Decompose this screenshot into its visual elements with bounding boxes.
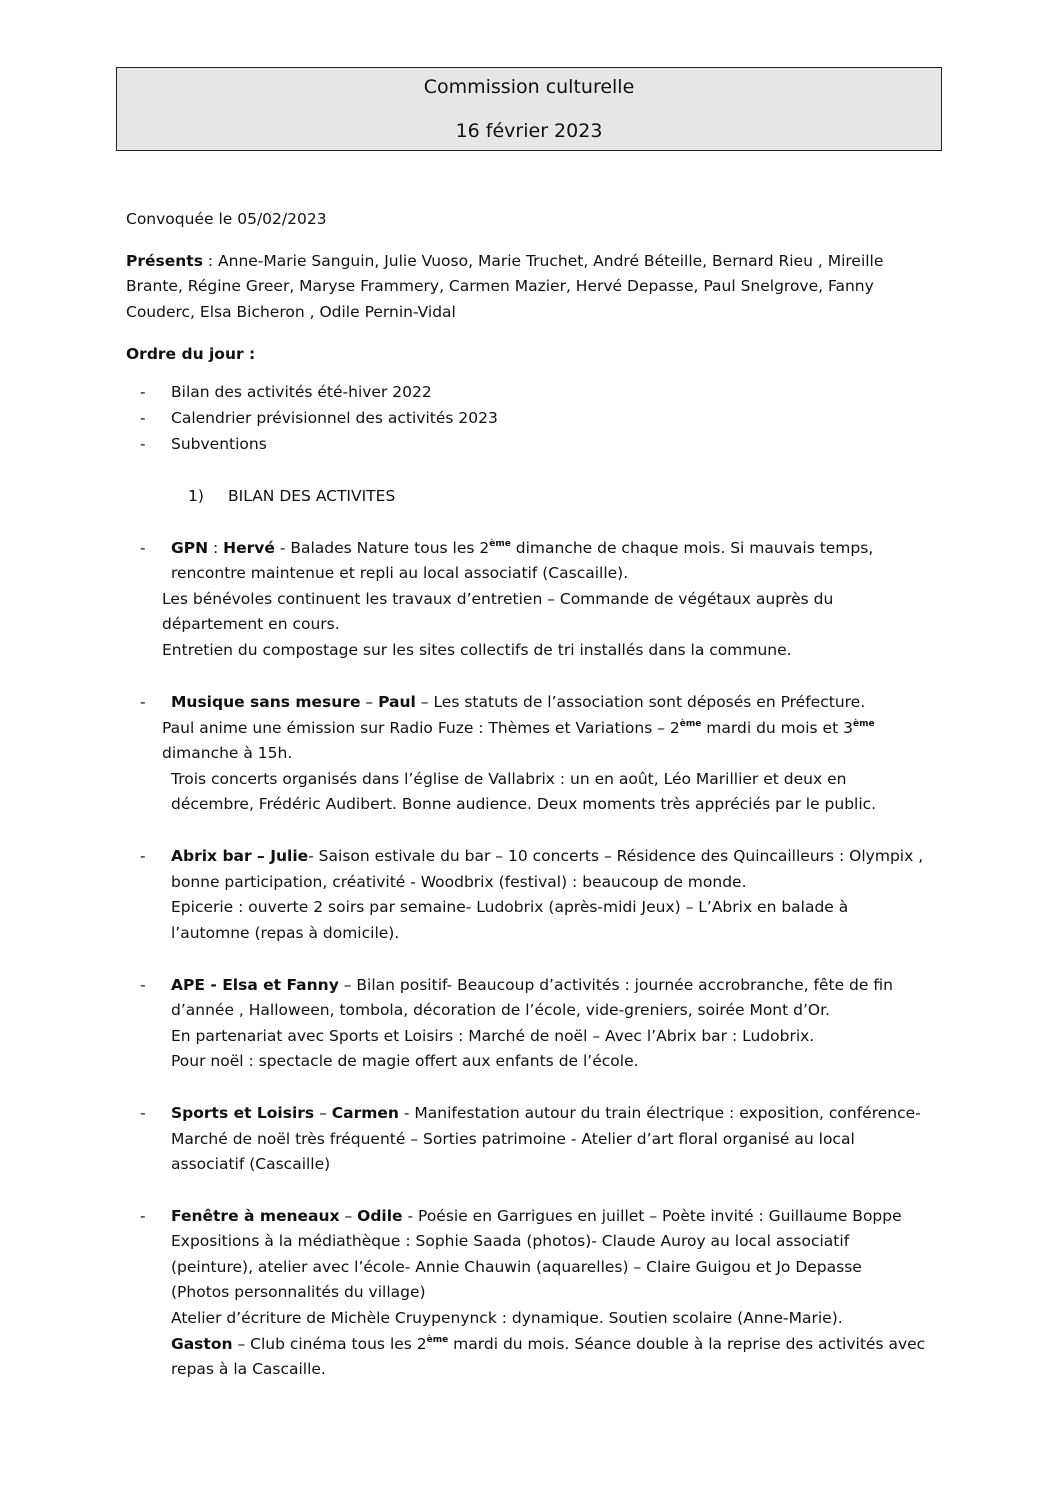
activity-bullet: - <box>140 847 146 865</box>
agenda-heading: Ordre du jour : <box>126 345 256 363</box>
abrix-name: Abrix bar <box>171 847 252 865</box>
activity-bullet: - <box>140 1104 146 1122</box>
gpn-line-1 <box>171 538 873 558</box>
agenda-item: Calendrier prévisionnel des activités 2023 <box>171 409 498 427</box>
sports-person: Carmen <box>331 1104 399 1122</box>
musique-text: mardi du mois et 3 <box>701 719 853 737</box>
abrix-line-1 <box>171 846 923 866</box>
musique-text: – Les statuts de l’association sont déposés en Préfecture. <box>415 693 866 711</box>
fenetre-person: Odile <box>357 1207 403 1225</box>
gpn-line-5: Entretien du compostage sur les sites collectifs de tri installés dans la commune. <box>162 641 792 659</box>
fenetre-line-7: repas à la Cascaille. <box>171 1360 326 1378</box>
activity-bullet: - <box>140 1207 146 1225</box>
presents-line-3: Couderc, Elsa Bicheron , Odile Pernin-Vidal <box>126 303 456 321</box>
document-header <box>116 67 942 151</box>
fenetre-text: - Poésie en Garrigues en juillet – Poète invité : Guillaume Boppe <box>402 1207 902 1225</box>
gpn-text: dimanche de chaque mois. Si mauvais temps, <box>510 539 874 557</box>
ape-name: APE <box>171 976 205 994</box>
superscript: ème <box>426 1335 449 1345</box>
ape-person: Elsa et Fanny <box>222 976 339 994</box>
fenetre-name: Fenêtre à meneaux <box>171 1207 340 1225</box>
abrix-text: - Saison estivale du bar – 10 concerts – Résidence des Quincailleurs : Olympix , <box>308 847 924 865</box>
section-title: BILAN DES ACTIVITES <box>228 487 396 505</box>
gpn-line-4: département en cours. <box>162 615 340 633</box>
agenda-bullet: - <box>140 383 146 401</box>
fenetre-line-1 <box>171 1206 902 1226</box>
separator: – <box>339 1207 358 1225</box>
separator: : <box>208 539 224 557</box>
superscript: ème <box>852 719 875 729</box>
fenetre-line-3: (peinture), atelier avec l’école- Annie Chauwin (aquarelles) – Claire Guigou et Jo Depasse <box>171 1258 862 1276</box>
gaston-name: Gaston <box>171 1335 233 1353</box>
presents-label: Présents <box>126 252 203 270</box>
sports-text: - Manifestation autour du train électrique : exposition, conférence- <box>398 1104 921 1122</box>
gpn-line-3: Les bénévoles continuent les travaux d’entretien – Commande de végétaux auprès du <box>162 590 834 608</box>
convocation-line: Convoquée le 05/02/2023 <box>126 210 327 228</box>
agenda-bullet: - <box>140 409 146 427</box>
musique-line-1 <box>171 692 865 712</box>
sports-line-3: associatif (Cascaille) <box>171 1155 331 1173</box>
separator: – <box>251 847 271 865</box>
fenetre-line-6 <box>171 1334 925 1354</box>
presents-text-1: : Anne-Marie Sanguin, Julie Vuoso, Marie Truchet, André Béteille, Bernard Rieu , Mireille <box>202 252 884 270</box>
superscript: ème <box>489 539 511 549</box>
abrix-line-2: bonne participation, créativité - Woodbrix (festival) : beaucoup de monde. <box>171 873 747 891</box>
ape-line-2: d’année , Halloween, tombola, décoration de l’école, vide-greniers, soirée Mont d’Or. <box>171 1001 830 1019</box>
separator: – <box>360 693 379 711</box>
musique-line-2 <box>162 718 875 738</box>
gpn-text: - Balades Nature tous les 2 <box>274 539 490 557</box>
abrix-line-4: l’automne (repas à domicile). <box>171 924 400 942</box>
abrix-line-3: Epicerie : ouverte 2 soirs par semaine- Ludobrix (après-midi Jeux) – L’Abrix en balade à <box>171 898 849 916</box>
agenda-bullet: - <box>140 435 146 453</box>
superscript: ème <box>679 719 702 729</box>
ape-line-4: Pour noël : spectacle de magie offert aux enfants de l’école. <box>171 1052 639 1070</box>
document-title: Commission culturelle <box>423 76 635 98</box>
sports-line-1 <box>171 1103 921 1123</box>
section-number: 1) <box>188 487 204 505</box>
agenda-item: Bilan des activités été-hiver 2022 <box>171 383 432 401</box>
musique-person: Paul <box>378 693 416 711</box>
ape-line-1 <box>171 975 893 995</box>
activity-bullet: - <box>140 539 146 557</box>
activity-bullet: - <box>140 976 146 994</box>
musique-text: Paul anime une émission sur Radio Fuze : Thèmes et Variations – 2 <box>162 719 680 737</box>
ape-text: – Bilan positif- Beaucoup d’activités : journée accrobranche, fête de fin <box>338 976 893 994</box>
separator: – <box>314 1104 332 1122</box>
sports-name: Sports et Loisirs <box>171 1104 315 1122</box>
fenetre-text: – Club cinéma tous les 2 <box>232 1335 427 1353</box>
gpn-line-2: rencontre maintenue et repli au local associatif (Cascaille). <box>171 564 629 582</box>
musique-name: Musique sans mesure <box>171 693 361 711</box>
musique-line-4: Trois concerts organisés dans l’église de Vallabrix : un en août, Léo Marillier et deux en <box>171 770 847 788</box>
presents-line-1 <box>126 251 883 271</box>
fenetre-line-2: Expositions à la médiathèque : Sophie Saada (photos)- Claude Auroy au local associatif <box>171 1232 850 1250</box>
presents-line-2: Brante, Régine Greer, Maryse Frammery, Carmen Mazier, Hervé Depasse, Paul Snelgrove, Fanny <box>126 277 874 295</box>
document-date: 16 février 2023 <box>455 120 603 142</box>
fenetre-text: mardi du mois. Séance double à la reprise des activités avec <box>448 1335 926 1353</box>
separator: - <box>204 976 223 994</box>
musique-line-5: décembre, Frédéric Audibert. Bonne audience. Deux moments très appréciés par le public. <box>171 795 877 813</box>
agenda-item: Subventions <box>171 435 267 453</box>
fenetre-line-4: (Photos personnalités du village) <box>171 1283 426 1301</box>
gpn-name: GPN <box>171 539 209 557</box>
gpn-person: Hervé <box>223 539 275 557</box>
abrix-person: Julie <box>270 847 309 865</box>
musique-line-3: dimanche à 15h. <box>162 744 293 762</box>
ape-line-3: En partenariat avec Sports et Loisirs : Marché de noël – Avec l’Abrix bar : Ludobrix. <box>171 1027 815 1045</box>
activity-bullet: - <box>140 693 146 711</box>
sports-line-2: Marché de noël très fréquenté – Sorties patrimoine - Atelier d’art floral organisé au local <box>171 1130 855 1148</box>
fenetre-line-5: Atelier d’écriture de Michèle Cruypenynck : dynamique. Soutien scolaire (Anne-Marie). <box>171 1309 843 1327</box>
